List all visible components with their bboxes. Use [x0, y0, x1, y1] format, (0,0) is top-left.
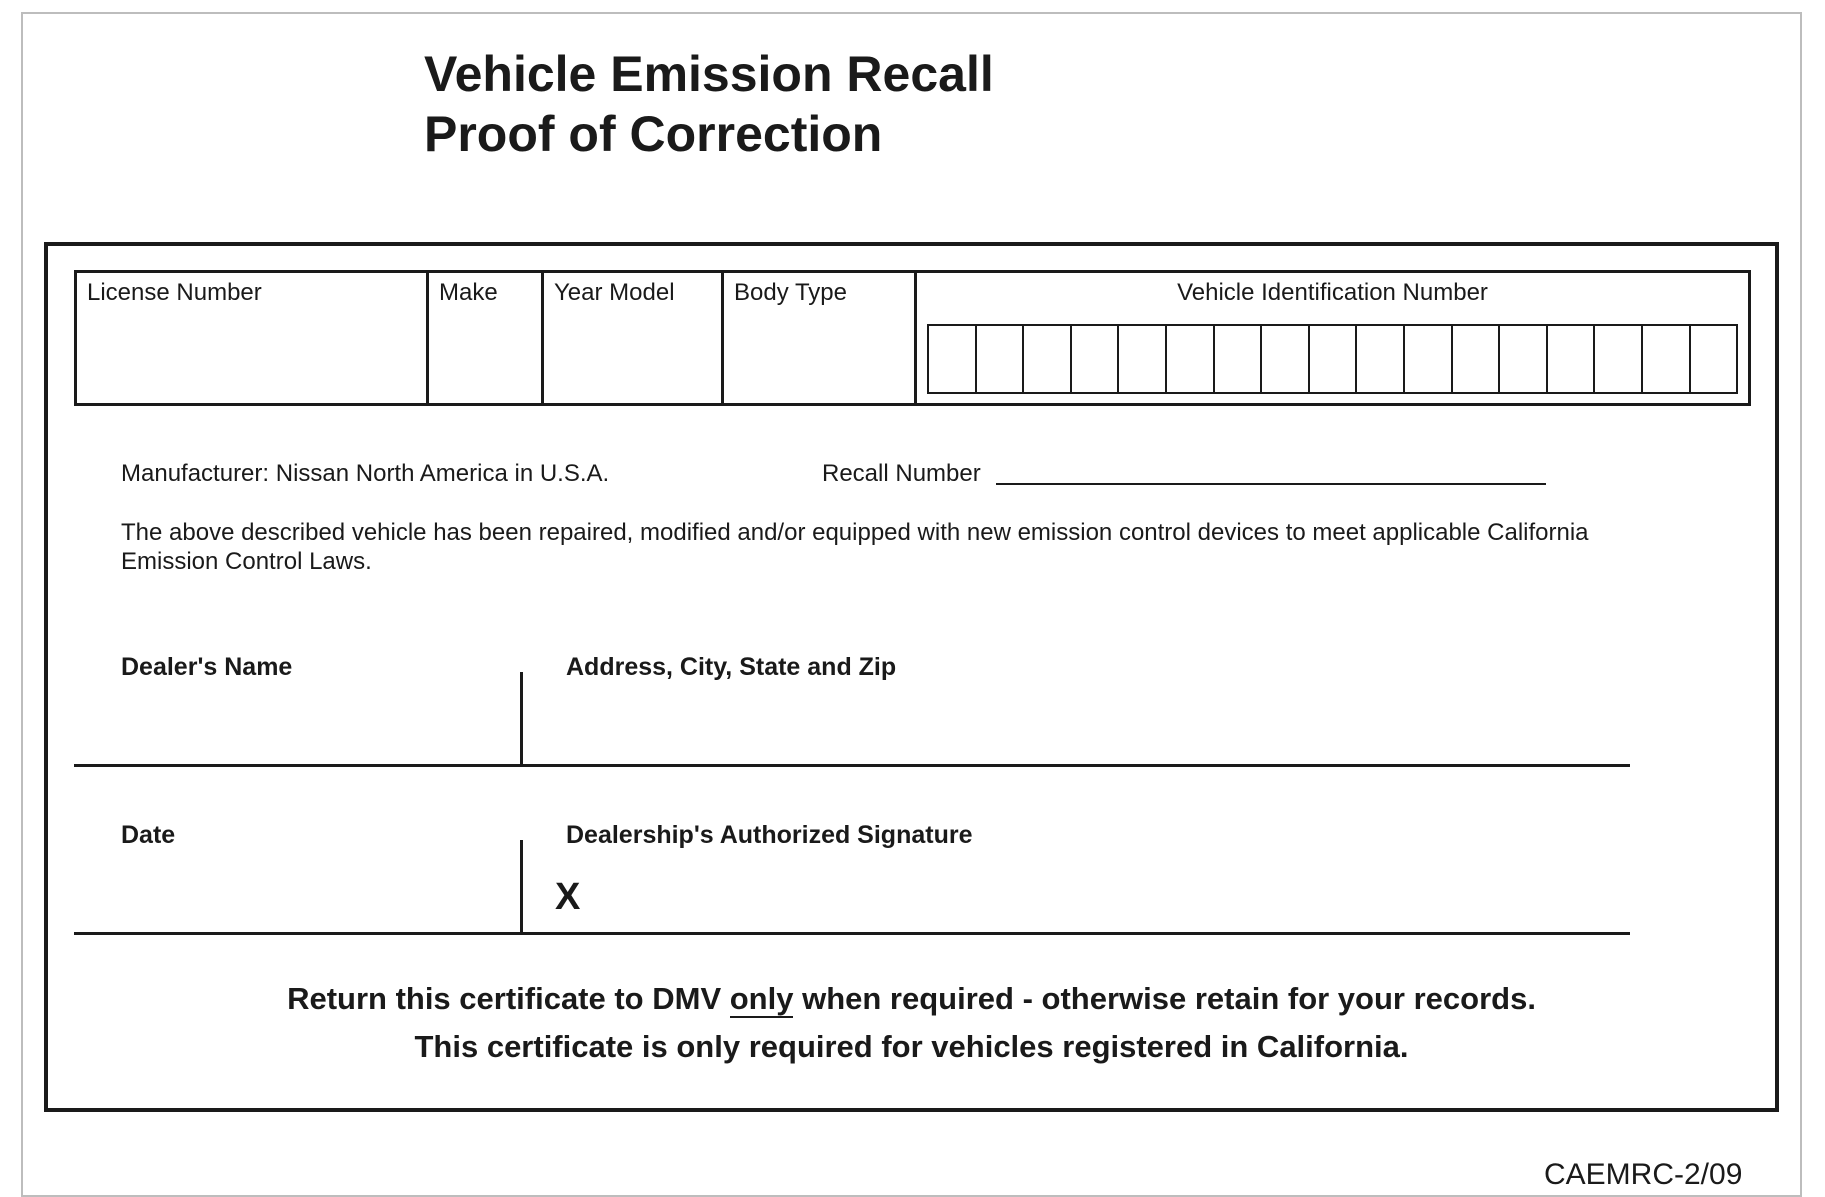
dealer-row-rule	[74, 764, 1630, 767]
recall-number-label: Recall Number	[822, 460, 981, 487]
vin-char-box[interactable]	[1262, 326, 1310, 392]
body-type-label: Body Type	[734, 279, 847, 306]
form-code: CAEMRC-2/09	[1544, 1158, 1743, 1191]
vin-char-box[interactable]	[1167, 326, 1215, 392]
notice-emphasis: only	[729, 981, 794, 1016]
year-model-label: Year Model	[554, 279, 675, 306]
license-number-cell[interactable]	[77, 273, 429, 403]
vin-char-box[interactable]	[1453, 326, 1501, 392]
recall-number-field[interactable]	[996, 483, 1546, 485]
notice-line-1-end: when required - otherwise retain for your records.	[793, 981, 1536, 1016]
notice-line-1-start: Return this certificate to DMV	[287, 981, 730, 1016]
date-label: Date	[121, 821, 176, 849]
vin-char-box[interactable]	[977, 326, 1025, 392]
certificate-box	[44, 242, 1779, 1112]
vin-char-box[interactable]	[1024, 326, 1072, 392]
title-line-1: Vehicle Emission Recall	[424, 46, 994, 102]
notice-line-2: This certificate is only required for vehicles registered in California.	[414, 1029, 1409, 1064]
vin-char-box[interactable]	[1119, 326, 1167, 392]
vin-char-box[interactable]	[1548, 326, 1596, 392]
title-line-2: Proof of Correction	[424, 106, 883, 162]
vin-char-box[interactable]	[1215, 326, 1263, 392]
manufacturer-text: Manufacturer: Nissan North America in U.S.A.	[121, 460, 610, 487]
vin-label: Vehicle Identification Number	[1177, 279, 1488, 306]
year-model-cell[interactable]	[544, 273, 724, 403]
body-type-cell[interactable]	[724, 273, 917, 403]
make-label: Make	[439, 279, 498, 306]
vin-char-box[interactable]	[1691, 326, 1737, 392]
vin-cell	[917, 273, 1748, 403]
vin-char-box[interactable]	[1500, 326, 1548, 392]
date-signature-divider	[520, 840, 523, 932]
vin-char-box[interactable]	[1595, 326, 1643, 392]
make-cell[interactable]	[429, 273, 544, 403]
signature-x-mark: X	[555, 876, 581, 918]
vin-char-box[interactable]	[1405, 326, 1453, 392]
license-number-label: License Number	[87, 279, 262, 306]
vin-char-box[interactable]	[1643, 326, 1691, 392]
dealer-address-divider	[520, 672, 523, 764]
vin-char-box[interactable]	[1072, 326, 1120, 392]
dealer-name-label: Dealer's Name	[121, 653, 293, 681]
vin-char-box[interactable]	[1357, 326, 1405, 392]
notice-line-1	[48, 981, 1775, 1017]
certification-statement: The above described vehicle has been repaired, modified and/or equipped with new emission control devices to meet applicable California Emission Control Laws.	[121, 519, 1589, 575]
vin-char-box[interactable]	[1310, 326, 1358, 392]
signature-label: Dealership's Authorized Signature	[566, 821, 973, 849]
vehicle-info-table	[74, 270, 1751, 406]
signature-row-rule	[74, 932, 1630, 935]
vin-char-box[interactable]	[929, 326, 977, 392]
address-label: Address, City, State and Zip	[566, 653, 897, 681]
form-title	[424, 44, 994, 164]
vin-character-boxes	[927, 324, 1738, 394]
